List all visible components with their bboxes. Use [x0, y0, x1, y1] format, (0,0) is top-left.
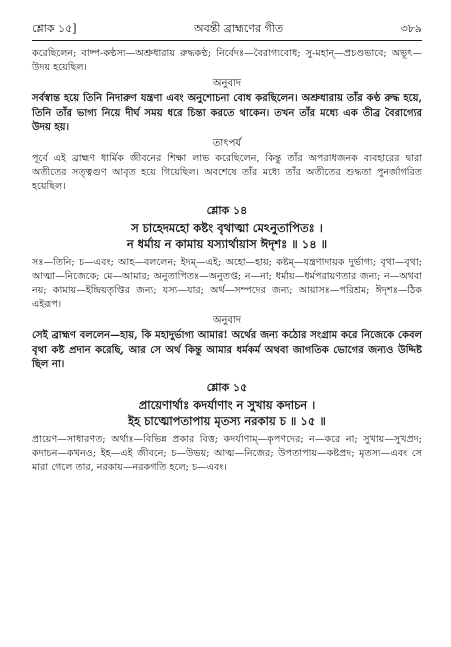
- verse-14-heading: শ্লোক ১৪: [206, 203, 248, 217]
- purport-text: পূর্বে এই ব্রাহ্মণ ধার্মিক জীবনের শিক্ষা লাভ করেছিলেন, কিন্তু তাঁর অপরাধজনক ব্যবহারের দ্বারা অতীতের সত্ত্বগুণ আবৃত হয়ে গিয়েছিল। অবশেষে তাঁর মধ্যে তাঁর অতীতের শুদ্ধতা পুনর্জাগরিত হয়েছিল।: [32, 153, 422, 193]
- translation-1-title: অনুবাদ: [212, 78, 242, 90]
- verse-15-line-1: প্রায়েণার্থাঃ কদর্যাণাং ন সুখায় কদাচন ।: [138, 398, 316, 413]
- page-header: [32, 22, 422, 40]
- purport-title: তাৎপর্য: [212, 138, 242, 150]
- header-chapter-title: অবন্তী ব্রাহ্মণের গীত: [194, 22, 284, 35]
- verse-14-line-2: ন ধর্মায় ন কামায় যস্যার্থায়াস ঈদৃশঃ ॥ ১৪ ॥: [126, 236, 328, 251]
- header-rule: [32, 40, 422, 41]
- document-page: [32, 22, 422, 476]
- verse-15-synonyms: প্রায়েণ—সাধারণত; অর্থাঃ—বিভিন্ন প্রকার বিত্ত; কদর্যাণাম্—কৃপণদের; ন—করে না; সুখায়—সুখপ্রদ; কদাচন—কখনও; ইহ—এই জীবনে; চ—উভয়; আত্ম—নিজের; উপতাপায়—কষ্টপ্রদ; মৃতস্য—এবং সে মারা গেলে তার, নরকায়—নরকগতি হলে; চ—এবং।: [32, 434, 422, 474]
- verse-14-synonyms: সঃ—তিনি; চ—এবং; আহ—বললেন; ইদম্—এই; অহো—হায়; কষ্টম্—যন্ত্রণাদায়ক দুর্ভাগ্য; বৃথা—বৃথা; আত্মা—নিজেকে; মে—আমার; অনুতাপিতঃ—অনুতপ্ত; ন—না; ধর্মায়—ধর্মপরায়ণতার জন্য; ন—অথবা নয়; কামায়—ইন্দ্রিয়তৃপ্তির জন্য; যস্য—যার; অর্থ—সম্পদের জন্য; আয়াসঃ—পরিশ্রম; ঈদৃশঃ—ঠিক এইরূপ।: [32, 256, 422, 311]
- header-page-number: ৩৮৯: [400, 22, 422, 35]
- translation-1-text: সর্বস্বান্ত হয়ে তিনি নিদারুণ যন্ত্রণা এবং অনুশোচনা বোধ করছিলেন। অশ্রুধারায় তাঁর কণ্ঠ রুদ্ধ হয়ে, তিনি তাঁর ভাগ্য নিয়ে দীর্ঘ সময় ধরে চিন্তা করতে থাকেন। তখন তাঁর মধ্যে এক তীব্র বৈরাগ্যের উদয় হয়।: [32, 93, 422, 133]
- verse-14-line-1: স চাহেদমহো কষ্টং বৃথাত্মা মেঽনুতাপিতঃ ।: [131, 220, 323, 235]
- verse-15-heading: শ্লোক ১৫: [206, 381, 248, 395]
- verse-15-line-2: ইহ চাত্মোপতাপায় মৃতস্য নরকায় চ ॥ ১৫ ॥: [128, 414, 326, 429]
- top-synonyms: করেছিলেন; বাষ্প-কণ্ঠস্য—অশ্রুধারায় রুদ্ধকণ্ঠ; নির্বেদঃ—বৈরাগ্যবোধ; সু-মহান্—প্রচণ্ডভাবে; অভূৎ—উদয় হয়েছিল।: [32, 48, 422, 74]
- verse-14-translation: সেই ব্রাহ্মণ বললেন—হায়, কি মহাদুর্ভাগ্য আমার! অর্থের জন্য কঠোর সংগ্রাম করে নিজেকে কেবল বৃথা কষ্ট প্রদান করেছি, আর সে অর্থ কিন্তু আমার ধর্মকর্ম অথবা জাগতিক ভোগের জন্যও উদ্দিষ্ট ছিল না।: [32, 330, 422, 370]
- header-verse-ref: শ্লোক ১৫]: [32, 22, 77, 35]
- verse-14-translation-title: অনুবাদ: [212, 315, 242, 327]
